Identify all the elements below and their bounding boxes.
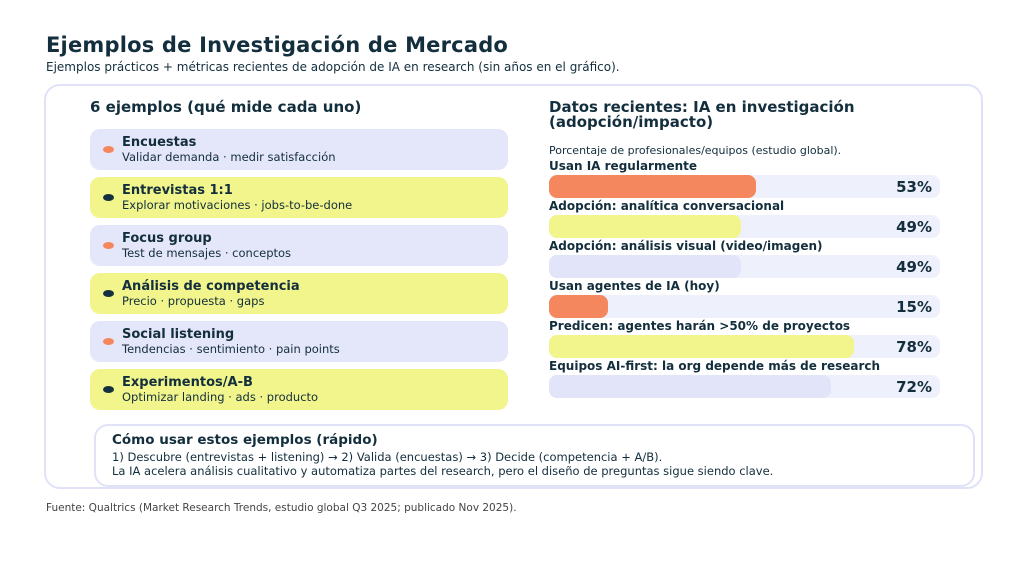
- example-desc: Tendencias · sentimiento · pain points: [122, 342, 340, 356]
- example-title: Encuestas: [122, 135, 197, 150]
- bar-fill: [549, 175, 756, 198]
- bar-track: [549, 215, 940, 238]
- example-text: [122, 135, 336, 164]
- bar-label: Predicen: agentes harán >50% de proyectos: [549, 319, 851, 333]
- example-title: Focus group: [122, 231, 212, 246]
- example-title: Análisis de competencia: [122, 279, 300, 294]
- bar-label: Adopción: analítica conversacional: [549, 199, 785, 213]
- bullet-dot-icon: [103, 338, 114, 345]
- bar-value: 72%: [896, 377, 932, 396]
- bar-track: [549, 375, 940, 398]
- bar-fill: [549, 215, 741, 238]
- example-desc: Test de mensajes · conceptos: [122, 246, 292, 260]
- bar-value: 78%: [896, 337, 932, 356]
- example-desc: Optimizar landing · ads · producto: [122, 390, 319, 404]
- bar-value: 49%: [896, 257, 932, 276]
- stats-heading: Datos recientes: IA en investigación (adopción/impacto): [549, 98, 855, 131]
- bar-group: [549, 239, 940, 278]
- example-title: Entrevistas 1:1: [122, 183, 233, 198]
- bar-value: 49%: [896, 217, 932, 236]
- example-card: [90, 273, 508, 314]
- bar-group: [549, 279, 940, 318]
- bar-chart: [549, 159, 940, 398]
- example-card: [90, 129, 508, 170]
- bar-group: [549, 159, 940, 198]
- example-text: [122, 183, 352, 212]
- example-title: Social listening: [122, 327, 235, 342]
- bar-track: [549, 255, 940, 278]
- example-desc: Explorar motivaciones · jobs-to-be-done: [122, 198, 353, 212]
- example-text: [122, 375, 318, 404]
- bullet-dot-icon: [103, 242, 114, 249]
- bullet-dot-icon: [103, 290, 114, 297]
- bullet-dot-icon: [103, 386, 114, 393]
- bullet-dot-icon: [103, 146, 114, 153]
- bar-label: Usan IA regularmente: [549, 159, 698, 173]
- example-card: [90, 225, 508, 266]
- examples-section: [90, 100, 508, 417]
- bar-label: Usan agentes de IA (hoy): [549, 279, 720, 293]
- source-note: Fuente: Qualtrics (Market Research Trends, estudio global Q3 2025; publicado Nov 2025).: [46, 502, 517, 514]
- howto-note-line: La IA acelera análisis cualitativo y automatiza partes del research, pero el diseño de preguntas sigue siendo clave.: [112, 464, 774, 478]
- columns-row: [46, 86, 981, 417]
- howto-step-line: 1) Descubre (entrevistas + listening) → 2) Valida (encuestas) → 3) Decide (competencia + A/B).: [112, 450, 663, 464]
- stats-section: [549, 100, 940, 417]
- stats-subheading: Porcentaje de profesionales/equipos (estudio global).: [549, 144, 842, 157]
- bar-value: 15%: [896, 297, 932, 316]
- examples-list: [90, 129, 508, 410]
- example-desc: Validar demanda · medir satisfacción: [122, 150, 336, 164]
- page-title: Ejemplos de Investigación de Mercado: [46, 33, 509, 57]
- bar-group: [549, 359, 940, 398]
- example-desc: Precio · propuesta · gaps: [122, 294, 265, 308]
- howto-heading: Cómo usar estos ejemplos (rápido): [112, 432, 378, 448]
- example-title: Experimentos/A-B: [122, 375, 253, 390]
- example-text: [122, 231, 291, 260]
- bar-fill: [549, 335, 854, 358]
- bar-fill: [549, 255, 741, 278]
- content-panel: [44, 84, 983, 489]
- howto-panel: [94, 424, 975, 487]
- bar-group: [549, 199, 940, 238]
- bar-track: [549, 295, 940, 318]
- example-text: [122, 279, 300, 308]
- page-subtitle: Ejemplos prácticos + métricas recientes de adopción de IA en research (sin años en el gráfico).: [46, 60, 620, 74]
- bar-fill: [549, 375, 831, 398]
- example-text: [122, 327, 340, 356]
- bar-track: [549, 335, 940, 358]
- example-card: [90, 369, 508, 410]
- bar-value: 53%: [896, 177, 932, 196]
- bar-group: [549, 319, 940, 358]
- bar-label: Adopción: análisis visual (video/imagen): [549, 239, 823, 253]
- example-card: [90, 177, 508, 218]
- examples-heading: 6 ejemplos (qué mide cada uno): [90, 98, 362, 116]
- example-card: [90, 321, 508, 362]
- bar-fill: [549, 295, 608, 318]
- bullet-dot-icon: [103, 194, 114, 201]
- bar-track: [549, 175, 940, 198]
- bar-label: Equipos AI-first: la org depende más de research: [549, 359, 881, 373]
